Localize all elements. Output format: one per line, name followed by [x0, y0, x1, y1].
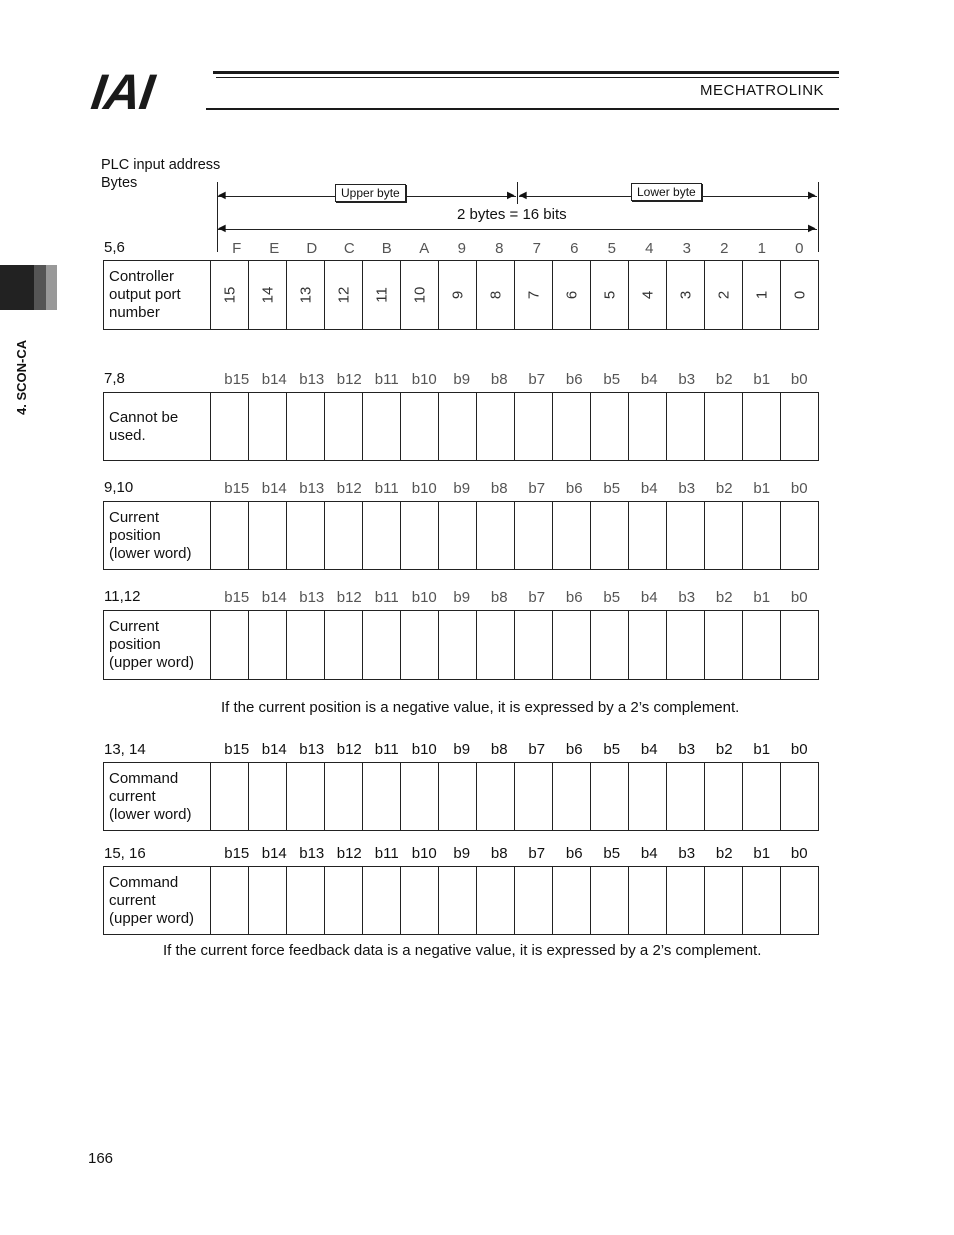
bit-label: b12 [336, 845, 362, 862]
bit-cell [211, 763, 249, 830]
bit-cell [477, 867, 515, 934]
bit-label-header [218, 741, 818, 758]
bit-label: b9 [453, 589, 471, 606]
bit-label: b10 [411, 741, 437, 758]
bit-cell [325, 393, 363, 460]
bit-cell: 2 [705, 261, 743, 329]
address-label: 7,8 [104, 370, 125, 387]
byte-range-right-tick [818, 182, 819, 252]
bit-label: b11 [374, 741, 399, 758]
bit-cell [287, 502, 325, 569]
bit-label: b7 [528, 480, 546, 497]
bit-label: b9 [453, 845, 471, 862]
bit-cell [515, 763, 553, 830]
bit-cell [325, 502, 363, 569]
bit-label: b13 [299, 480, 325, 497]
bit-cell [553, 502, 591, 569]
bit-cell [591, 393, 629, 460]
bit-label: b5 [603, 371, 621, 388]
bit-cell [667, 867, 705, 934]
bit-label: b7 [528, 589, 546, 606]
bit-cell [401, 763, 439, 830]
bit-cell: 1 [743, 261, 781, 329]
hex-bit: D [306, 240, 318, 257]
bit-cell: 14 [249, 261, 287, 329]
hex-bit: 0 [795, 240, 804, 257]
hex-bit: B [381, 240, 392, 257]
bit-cell: 4 [629, 261, 667, 329]
address-label: 13, 14 [104, 741, 146, 758]
bit-label: b8 [490, 589, 508, 606]
upper-byte-tag: Upper byte [335, 184, 406, 202]
bit-label: b15 [224, 845, 250, 862]
bit-label: b5 [603, 741, 621, 758]
arrow-head-span-left-icon: ◀ [218, 223, 226, 234]
row-label: Command current (upper word) [104, 867, 211, 934]
arrow-head-left-icon: ◀ [218, 190, 226, 201]
bit-label-header [218, 845, 818, 862]
row-label: Current position (upper word) [104, 611, 211, 679]
register-table [103, 501, 819, 570]
plc-input-address-label: PLC input address [101, 157, 221, 173]
bit-cell [705, 393, 743, 460]
bit-cell [667, 611, 705, 679]
bit-cell [591, 502, 629, 569]
bit-cell: 11 [363, 261, 401, 329]
bit-cell [211, 867, 249, 934]
bit-label: b2 [715, 741, 733, 758]
bit-label: b3 [678, 741, 696, 758]
bit-label: b0 [790, 845, 808, 862]
bit-label: b4 [640, 741, 658, 758]
bit-label: b4 [640, 371, 658, 388]
bit-cell: 3 [667, 261, 705, 329]
bit-cell [781, 393, 818, 460]
bit-cell [477, 763, 515, 830]
bit-cell [743, 867, 781, 934]
bit-label: b7 [528, 371, 546, 388]
bit-label: b4 [640, 589, 658, 606]
bit-label: b1 [753, 845, 771, 862]
chapter-tab-block [0, 265, 34, 310]
chapter-tab-block-mid [34, 265, 46, 310]
bit-label: b2 [715, 845, 733, 862]
hex-bit: A [419, 240, 430, 257]
bit-cell [629, 611, 667, 679]
bit-cell [553, 763, 591, 830]
bit-cell [439, 763, 477, 830]
header-rule-bottom [206, 108, 839, 110]
hex-bit: 7 [532, 240, 541, 257]
bit-label: b15 [224, 371, 250, 388]
register-table [103, 866, 819, 935]
bit-cell: 6 [553, 261, 591, 329]
bit-label: b11 [374, 589, 399, 606]
hex-bit: 5 [607, 240, 616, 257]
bit-cell: 9 [439, 261, 477, 329]
bit-label: b4 [640, 845, 658, 862]
bit-label: b14 [261, 480, 287, 497]
bit-label: b0 [790, 371, 808, 388]
bit-cell [363, 763, 401, 830]
bit-cell [515, 393, 553, 460]
bit-cell [477, 502, 515, 569]
hex-bit: 4 [645, 240, 654, 257]
bit-cell [743, 393, 781, 460]
bit-cell: 0 [791, 290, 808, 300]
bit-label: b1 [753, 589, 771, 606]
bit-label: b7 [528, 741, 546, 758]
bit-label: b3 [678, 480, 696, 497]
register-table [103, 610, 819, 680]
bit-cell [363, 867, 401, 934]
bit-cell [477, 393, 515, 460]
header-rule-top [213, 71, 839, 74]
bit-label: b15 [224, 480, 250, 497]
address-label: 15, 16 [104, 845, 146, 862]
page-number: 166 [88, 1150, 114, 1167]
bit-label: b6 [565, 480, 583, 497]
address-label: 9,10 [104, 479, 134, 496]
bit-label: b6 [565, 845, 583, 862]
bit-label: b7 [528, 845, 546, 862]
bit-cell [401, 611, 439, 679]
hex-bit: 2 [720, 240, 729, 257]
bit-label: b0 [790, 741, 808, 758]
bit-label: b15 [224, 741, 250, 758]
two-bytes-arrow [218, 229, 817, 230]
bit-label: b12 [336, 480, 362, 497]
bit-label: b3 [678, 845, 696, 862]
row-label: Command current (lower word) [104, 763, 211, 830]
bit-label: b1 [753, 741, 771, 758]
bit-label: b9 [453, 480, 471, 497]
bit-cell [363, 502, 401, 569]
bit-cell: 10 [401, 261, 439, 329]
bit-label: b10 [411, 845, 437, 862]
bit-label: b1 [753, 371, 771, 388]
bit-label: b13 [299, 589, 325, 606]
bit-cell [249, 867, 287, 934]
bit-cell [515, 611, 553, 679]
bit-cell [287, 611, 325, 679]
arrow-head-mid-left-icon: ◀ [519, 190, 527, 201]
bit-label: b0 [790, 589, 808, 606]
bit-label: b6 [565, 589, 583, 606]
bit-cell [249, 502, 287, 569]
bit-label-header [218, 371, 818, 388]
bit-label: b8 [490, 371, 508, 388]
bit-label-header [218, 589, 818, 606]
bit-label-header [218, 480, 818, 497]
bit-cell [629, 763, 667, 830]
bit-cell [591, 763, 629, 830]
bit-cell [781, 867, 818, 934]
bit-cell [439, 867, 477, 934]
bit-cell [743, 763, 781, 830]
bit-label: b14 [261, 845, 287, 862]
note-current-position: If the current position is a negative value, it is expressed by a 2’s complement. [221, 699, 740, 716]
byte-range-mid-tick [517, 182, 518, 204]
bit-cell [325, 763, 363, 830]
bit-cell [667, 393, 705, 460]
bit-cell [743, 502, 781, 569]
hex-bit: 1 [757, 240, 766, 257]
bit-label: b14 [261, 589, 287, 606]
bit-label: b14 [261, 741, 287, 758]
bit-label: b8 [490, 845, 508, 862]
bit-label: b8 [490, 741, 508, 758]
bit-cell [439, 393, 477, 460]
bit-cell [629, 867, 667, 934]
bit-label: b12 [336, 589, 362, 606]
bit-label: b15 [224, 589, 250, 606]
arrow-head-right-icon: ▶ [808, 190, 816, 201]
bit-cell: 15 [211, 261, 249, 329]
bit-cell [515, 867, 553, 934]
bit-label: b5 [603, 845, 621, 862]
bit-cell [287, 393, 325, 460]
bit-cell [705, 502, 743, 569]
bit-label: b10 [411, 371, 437, 388]
note-force-feedback: If the current force feedback data is a negative value, it is expressed by a 2’s complement. [163, 942, 762, 959]
bit-label: b0 [790, 480, 808, 497]
bit-label: b3 [678, 371, 696, 388]
bit-cell [705, 763, 743, 830]
bit-cell [743, 611, 781, 679]
bit-label: b13 [299, 741, 325, 758]
bit-label: b6 [565, 371, 583, 388]
hex-bit: E [269, 240, 280, 257]
hex-bit: 6 [570, 240, 579, 257]
address-5-6: 5,6 [104, 239, 125, 256]
bit-cell [249, 763, 287, 830]
row-label: Controller output port number [104, 261, 211, 329]
register-table-controller-output [103, 260, 819, 330]
bit-cell [591, 611, 629, 679]
bit-cell [325, 611, 363, 679]
bit-label: b11 [374, 845, 399, 862]
bit-label: b3 [678, 589, 696, 606]
bit-cell [401, 502, 439, 569]
row-label: Current position (lower word) [104, 502, 211, 569]
bit-cell [439, 611, 477, 679]
iai-logo: IAI [88, 64, 157, 120]
bit-cell [211, 393, 249, 460]
hex-bit-header [218, 240, 818, 257]
header-rule-thin [216, 77, 839, 78]
bit-cell: 13 [287, 261, 325, 329]
chapter-tab-block-light [46, 265, 57, 310]
chapter-side-label: 4. SCON-CA [14, 339, 29, 415]
bit-label: b6 [565, 741, 583, 758]
bit-cell [629, 393, 667, 460]
bit-cell [781, 502, 818, 569]
bit-cell [553, 867, 591, 934]
bit-cell [363, 393, 401, 460]
bit-label: b10 [411, 480, 437, 497]
bit-cell [705, 611, 743, 679]
bit-cell [439, 502, 477, 569]
bit-label: b13 [299, 845, 325, 862]
bit-label: b14 [261, 371, 287, 388]
bit-cell [667, 763, 705, 830]
two-bytes-label: 2 bytes = 16 bits [457, 206, 567, 223]
bit-label: b5 [603, 480, 621, 497]
hex-bit: 3 [682, 240, 691, 257]
bit-label: b9 [453, 371, 471, 388]
bit-label: b12 [336, 741, 362, 758]
bit-cell [553, 393, 591, 460]
arrow-head-mid-right-icon: ▶ [507, 190, 515, 201]
bit-cell [211, 502, 249, 569]
bit-cell [705, 867, 743, 934]
bytes-label: Bytes [101, 175, 138, 191]
bit-cell [249, 611, 287, 679]
bit-cell [363, 611, 401, 679]
hex-bit: 8 [495, 240, 504, 257]
arrow-head-span-right-icon: ▶ [808, 223, 816, 234]
bit-label: b12 [336, 371, 362, 388]
bit-label: b10 [411, 589, 437, 606]
bit-cell [629, 502, 667, 569]
bit-label: b13 [299, 371, 325, 388]
bit-cell: 5 [591, 261, 629, 329]
bit-cell [211, 611, 249, 679]
bit-cell [591, 867, 629, 934]
bit-cell: 8 [477, 261, 515, 329]
bit-cell [249, 393, 287, 460]
bit-cell [287, 763, 325, 830]
bit-cell [515, 502, 553, 569]
bit-label: b8 [490, 480, 508, 497]
bit-label: b11 [374, 371, 399, 388]
bit-label: b2 [715, 480, 733, 497]
register-table [103, 392, 819, 461]
hex-bit: F [232, 240, 242, 257]
bit-cell [401, 393, 439, 460]
bit-label: b9 [453, 741, 471, 758]
bit-label: b4 [640, 480, 658, 497]
header-title: MECHATROLINK [700, 82, 825, 99]
bit-cell [325, 867, 363, 934]
bit-cell [553, 611, 591, 679]
row-label: Cannot be used. [104, 393, 211, 460]
bit-label: b2 [715, 371, 733, 388]
register-table [103, 762, 819, 831]
bit-cell [477, 611, 515, 679]
bit-cell: 12 [325, 261, 363, 329]
bit-label: b2 [715, 589, 733, 606]
bit-cell [781, 611, 818, 679]
hex-bit: 9 [457, 240, 466, 257]
lower-byte-tag: Lower byte [631, 183, 702, 201]
bit-cell [401, 867, 439, 934]
bit-label: b1 [753, 480, 771, 497]
bit-cell [287, 867, 325, 934]
bit-label: b11 [374, 480, 399, 497]
bit-cell [781, 763, 818, 830]
bit-cell: 7 [515, 261, 553, 329]
address-label: 11,12 [104, 588, 141, 605]
bit-label: b5 [603, 589, 621, 606]
hex-bit: C [343, 240, 355, 257]
bit-cell [667, 502, 705, 569]
